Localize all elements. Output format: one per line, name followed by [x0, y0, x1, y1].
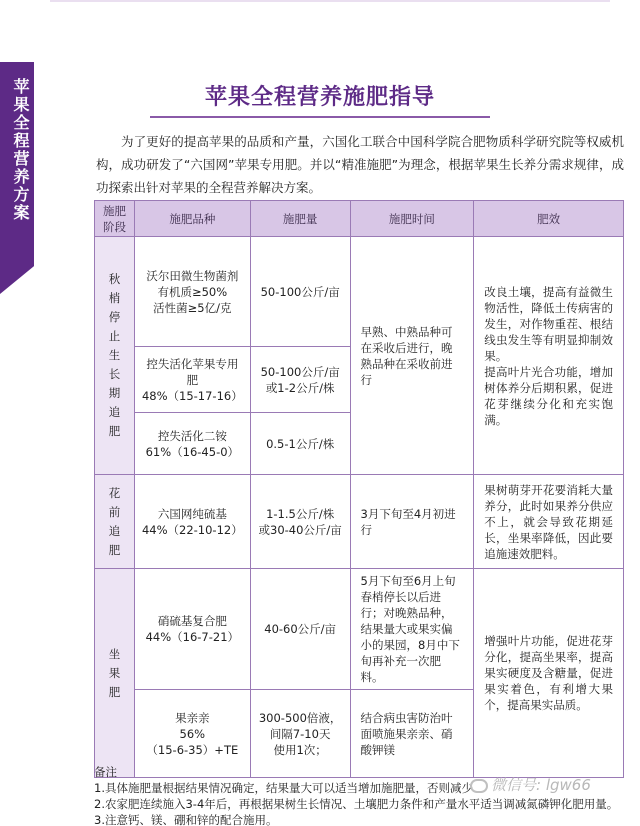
note-item: 3.注意钙、镁、硼和锌的配合施用。 [94, 813, 278, 826]
variety-cell: 沃尔田微生物菌剂 有机质≥50% 活性菌≥5亿/克 [134, 237, 250, 347]
note-item: 2.农家肥连续施入3-4年后，再根据果树生长情况、土壤肥力条件和产量水平适当调减氮磷钾化肥用量。 [94, 797, 619, 811]
time-cell: 3月下旬至4月初进行 [350, 475, 474, 569]
amount-cell: 40-60公斤/亩 [250, 569, 350, 690]
amount-cell: 50-100公斤/亩 [250, 237, 350, 347]
header-effect: 肥效 [474, 201, 624, 237]
table-row [95, 237, 624, 347]
effect-cell: 果树萌芽开花要消耗大量养分，此时如果养分供应不上，就会导致花期延长，坐果率降低，因此要追施速效肥料。 [474, 475, 624, 569]
time-cell: 5月下旬至6月上旬春梢停长以后进行；对晚熟品种，结果量大或果实偏小的果园，8月中下旬再补充一次肥料。 [350, 569, 474, 690]
header-variety: 施肥品种 [134, 201, 250, 237]
amount-cell: 50-100公斤/亩 或1-2公斤/株 [250, 347, 350, 413]
stage-label: 坐果肥 [108, 646, 121, 699]
amount-cell: 0.5-1公斤/株 [250, 413, 350, 475]
table-row [95, 569, 624, 690]
watermark-text: 微信号: lgw66 [491, 776, 591, 794]
watermark [470, 774, 630, 795]
header-amount: 施肥量 [250, 201, 350, 237]
time-cell: 结合病虫害防治叶面喷施果亲亲、硝酸钾镁 [350, 690, 474, 778]
intro-paragraph: 为了更好的提高苹果的品质和产量，六国化工联合中国科学院合肥物质科学研究院等权威机构，成功研发了“六国网”苹果专用肥。并以“精准施肥”为理念，根据苹果生长养分需求规律，成功探索出针对苹果的全程营养解决方案。 [96, 134, 624, 195]
wechat-icon [470, 779, 488, 793]
variety-cell: 控失活化二铵 61%（16-45-0） [134, 413, 250, 475]
variety-cell: 控失活化苹果专用肥 48%（15-17-16） [134, 347, 250, 413]
stage-label: 花前追肥 [108, 485, 121, 557]
time-cell: 早熟、中熟品种可在采收后进行，晚熟品种在采收前进行 [350, 237, 474, 475]
header-stage: 施肥 阶段 [95, 201, 135, 237]
stage-cell-fruitset [95, 569, 135, 778]
side-tab-label: 苹果全程营养方案 [11, 78, 30, 222]
table-row [95, 475, 624, 569]
notes-title: 备注 [94, 765, 117, 779]
variety-cell: 果亲亲 56% （15-6-35）+TE [134, 690, 250, 778]
stage-cell-autumn [95, 237, 135, 475]
note-item: 1.具体施肥量根据结果情况确定，结果量大可以适当增加施肥量，否则减少 [94, 781, 473, 795]
title-divider [150, 116, 490, 118]
stage-label: 秋梢停止生长期追肥 [108, 272, 121, 438]
table-header-row [95, 201, 624, 237]
variety-cell: 六国网纯硫基 44%（22-10-12） [134, 475, 250, 569]
amount-cell: 1-1.5公斤/株 或30-40公斤/亩 [250, 475, 350, 569]
page-title: 苹果全程营养施肥指导 [204, 85, 435, 110]
variety-cell: 硝硫基复合肥 44%（16-7-21） [134, 569, 250, 690]
effect-cell: 增强叶片功能，促进花芽分化，提高坐果率，提高果实硬度及含糖量，促进果实着色，有利增大果个，提高果实品质。 [474, 569, 624, 778]
fertilization-table [94, 200, 624, 778]
stage-cell-preflower [95, 475, 135, 569]
amount-cell: 300-500倍液， 间隔7-10天 使用1次； [250, 690, 350, 778]
header-time: 施肥时间 [350, 201, 474, 237]
effect-cell: 改良土壤，提高有益微生物活性，降低土传病害的发生，对作物重茬、根结线虫发生等有明显抑制效果。 提高叶片光合功能，增加树体养分后期积累，促进花芽继续分化和充实饱满。 [474, 237, 624, 475]
top-decor-line [50, 0, 610, 2]
